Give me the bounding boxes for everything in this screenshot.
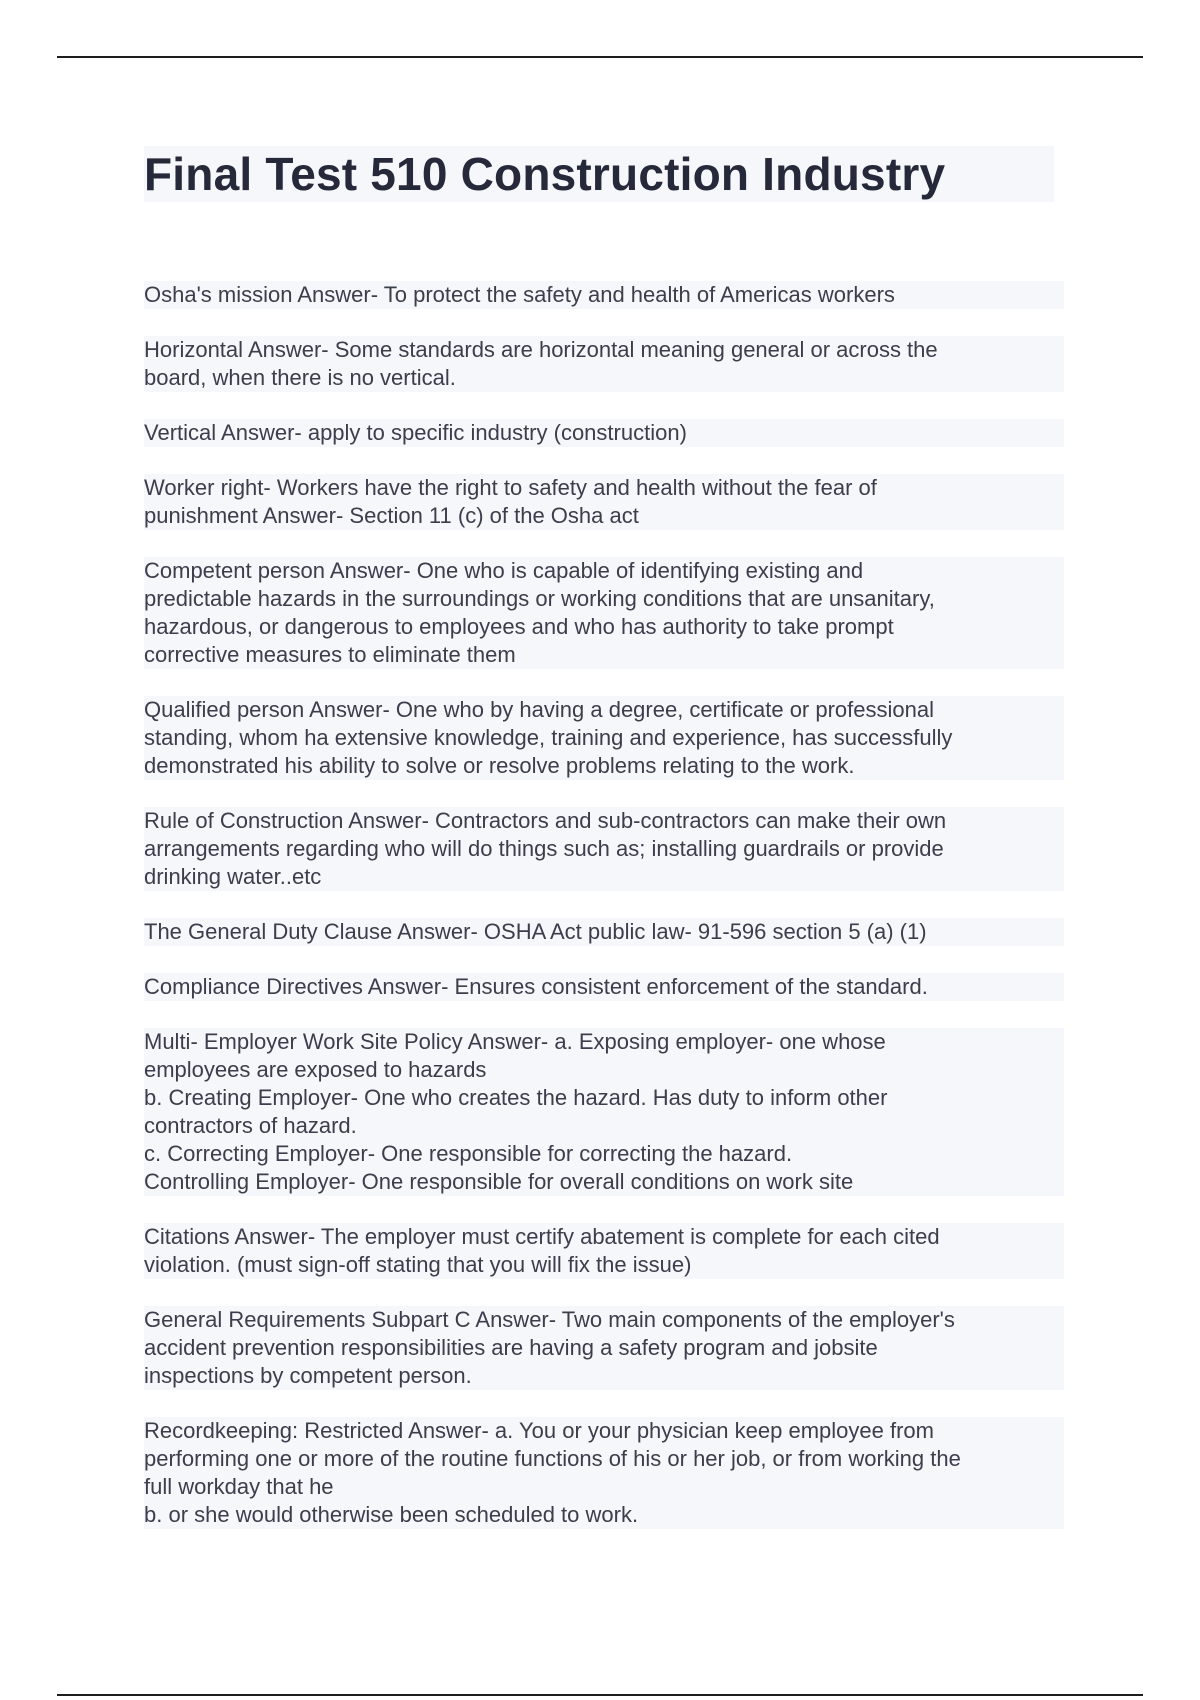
qa-line: Compliance Directives Answer- Ensures consistent enforcement of the standard.	[144, 973, 1064, 1001]
qa-line: Osha's mission Answer- To protect the safety and health of Americas workers	[144, 281, 1064, 309]
qa-line: corrective measures to eliminate them	[144, 641, 1064, 669]
qa-entry	[144, 336, 1064, 392]
bottom-divider	[57, 1694, 1143, 1696]
qa-line: Citations Answer- The employer must certify abatement is complete for each cited	[144, 1223, 1064, 1251]
qa-line: board, when there is no vertical.	[144, 364, 1064, 392]
qa-line: Qualified person Answer- One who by having a degree, certificate or professional	[144, 696, 1064, 724]
qa-line: Multi- Employer Work Site Policy Answer- a. Exposing employer- one whose	[144, 1028, 1064, 1056]
qa-line: Controlling Employer- One responsible for overall conditions on work site	[144, 1168, 1064, 1196]
qa-entry	[144, 696, 1064, 780]
qa-line: Vertical Answer- apply to specific industry (construction)	[144, 419, 1064, 447]
qa-line: Rule of Construction Answer- Contractors and sub-contractors can make their own	[144, 807, 1064, 835]
qa-line: b. or she would otherwise been scheduled to work.	[144, 1501, 1064, 1529]
qa-line: accident prevention responsibilities are having a safety program and jobsite	[144, 1334, 1064, 1362]
qa-entry	[144, 807, 1064, 891]
qa-line: c. Correcting Employer- One responsible for correcting the hazard.	[144, 1140, 1064, 1168]
qa-line: Recordkeeping: Restricted Answer- a. You or your physician keep employee from	[144, 1417, 1064, 1445]
qa-line: Horizontal Answer- Some standards are horizontal meaning general or across the	[144, 336, 1064, 364]
qa-line: contractors of hazard.	[144, 1112, 1064, 1140]
qa-entry	[144, 973, 1064, 1001]
qa-line: drinking water..etc	[144, 863, 1064, 891]
qa-list	[144, 281, 1064, 1556]
qa-line: b. Creating Employer- One who creates the hazard. Has duty to inform other	[144, 1084, 1064, 1112]
qa-entry	[144, 474, 1064, 530]
qa-line: demonstrated his ability to solve or resolve problems relating to the work.	[144, 752, 1064, 780]
qa-entry	[144, 1417, 1064, 1529]
qa-entry	[144, 1306, 1064, 1390]
qa-line: standing, whom ha extensive knowledge, training and experience, has successfully	[144, 724, 1064, 752]
qa-line: predictable hazards in the surroundings or working conditions that are unsanitary,	[144, 585, 1064, 613]
qa-entry	[144, 281, 1064, 309]
page-title: Final Test 510 Construction Industry	[144, 146, 1054, 202]
qa-line: arrangements regarding who will do things such as; installing guardrails or provide	[144, 835, 1064, 863]
qa-line: violation. (must sign-off stating that you will fix the issue)	[144, 1251, 1064, 1279]
qa-line: General Requirements Subpart C Answer- Two main components of the employer's	[144, 1306, 1064, 1334]
qa-entry	[144, 419, 1064, 447]
qa-line: performing one or more of the routine functions of his or her job, or from working the	[144, 1445, 1064, 1473]
qa-entry	[144, 918, 1064, 946]
qa-line: inspections by competent person.	[144, 1362, 1064, 1390]
qa-line: The General Duty Clause Answer- OSHA Act public law- 91-596 section 5 (a) (1)	[144, 918, 1064, 946]
qa-line: full workday that he	[144, 1473, 1064, 1501]
qa-line: Worker right- Workers have the right to safety and health without the fear of	[144, 474, 1064, 502]
qa-entry	[144, 557, 1064, 669]
qa-entry	[144, 1223, 1064, 1279]
qa-line: Competent person Answer- One who is capable of identifying existing and	[144, 557, 1064, 585]
qa-entry	[144, 1028, 1064, 1196]
qa-line: employees are exposed to hazards	[144, 1056, 1064, 1084]
qa-line: punishment Answer- Section 11 (c) of the Osha act	[144, 502, 1064, 530]
top-divider	[57, 56, 1143, 58]
qa-line: hazardous, or dangerous to employees and who has authority to take prompt	[144, 613, 1064, 641]
